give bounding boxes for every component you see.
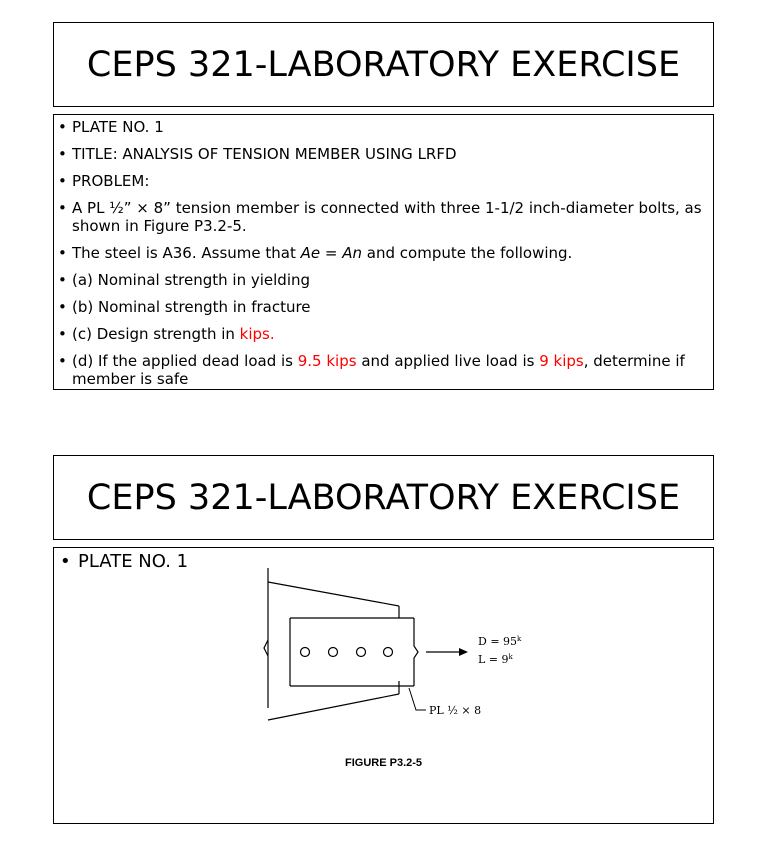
bullet-d-text-post: , determine if member is safe — [72, 352, 685, 388]
load-arrow-head — [459, 648, 468, 656]
steel-ae: Ae — [300, 244, 321, 262]
steel-equals: = — [320, 244, 343, 262]
gusset-plate-outline — [268, 568, 399, 720]
bullet-title — [54, 145, 713, 163]
steel-text-pre: The steel is A36. Assume that — [72, 244, 301, 262]
bolt-hole-2 — [329, 648, 338, 657]
plate-leader-line — [409, 688, 426, 710]
slide2-plate-bullet: • PLATE NO. 1 — [58, 551, 188, 572]
plate-size-label: PL ½ × 8 — [429, 704, 482, 717]
figure-caption: FIGURE P3.2-5 — [345, 757, 423, 769]
dead-load-label: $D = 95^k$ — [478, 635, 522, 648]
bullet-d-text-mid: and applied live load is — [356, 352, 540, 370]
bullet-problem-text: PROBLEM: — [72, 172, 150, 190]
bullet-steel — [54, 244, 713, 262]
figure-p3-2-5 — [54, 548, 713, 823]
bullet-title-text: TITLE: ANALYSIS OF TENSION MEMBER USING LRFD — [72, 145, 457, 163]
slide1-title: CEPS 321-LABORATORY EXERCISE — [86, 44, 681, 85]
bolt-hole-1 — [301, 648, 310, 657]
steel-an: An — [342, 244, 363, 262]
bullet-plate — [54, 118, 713, 136]
bullet-c-highlight: kips. — [239, 325, 275, 343]
slide2-content-box — [53, 547, 714, 824]
bullet-b — [54, 298, 713, 316]
live-load-label: $L = 9^k$ — [478, 653, 513, 666]
slide1-content-box — [53, 114, 714, 390]
bullet-plate-text: PLATE NO. 1 — [72, 118, 164, 136]
bullet-description — [54, 199, 713, 235]
bullet-b-text: (b) Nominal strength in fracture — [72, 298, 311, 316]
slide2-title-box — [53, 455, 714, 540]
live-load-highlight: 9 kips — [539, 352, 584, 370]
slide1-bullet-list — [54, 118, 713, 388]
dead-load-highlight: 9.5 kips — [297, 352, 357, 370]
bullet-a-text: (a) Nominal strength in yielding — [72, 271, 311, 289]
slide1-title-box — [53, 22, 714, 107]
bullet-d-text-pre: (d) If the applied dead load is — [72, 352, 298, 370]
bolt-hole-3 — [357, 648, 366, 657]
bolt-hole-4 — [384, 648, 393, 657]
bullet-problem — [54, 172, 713, 190]
bullet-d — [54, 352, 713, 388]
bullet-c-text: (c) Design strength in — [72, 325, 240, 343]
bullet-a — [54, 271, 713, 289]
bullet-description-text: A PL ½” × 8” tension member is connected with three 1-1/2 inch-diameter bolts, as shown in Figure P3.2-5. — [72, 199, 702, 235]
steel-text-post: and compute the following. — [362, 244, 573, 262]
bullet-c — [54, 325, 713, 343]
slide2-title: CEPS 321-LABORATORY EXERCISE — [86, 477, 681, 518]
